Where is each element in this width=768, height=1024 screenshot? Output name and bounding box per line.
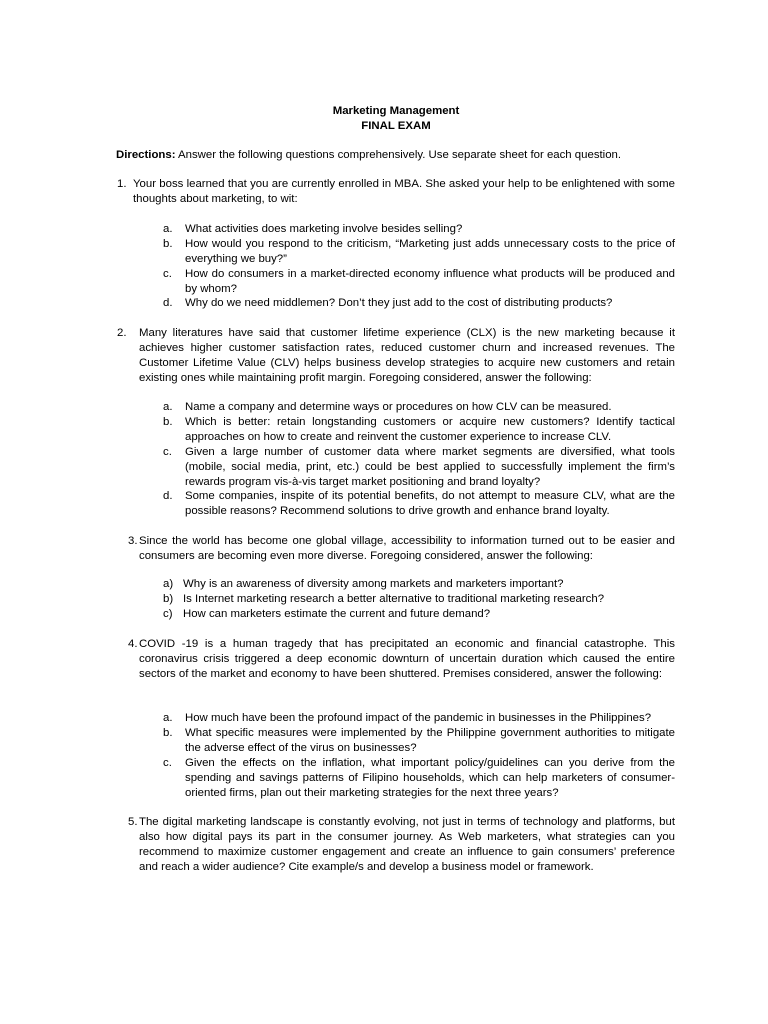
q3-item-c-label: c): [163, 608, 173, 620]
question-5-number: 5.: [128, 816, 138, 828]
q1-item-a-text: What activities does marketing involve besides selling?: [185, 223, 463, 235]
question-4-number: 4.: [128, 638, 138, 650]
q2-item-a-label: a.: [163, 401, 173, 413]
q1-item-d-label: d.: [163, 297, 173, 309]
q2-item-b-label: b.: [163, 416, 173, 428]
q4-item-b-label: b.: [163, 727, 173, 739]
q1-item-b-text: How would you respond to the criticism, “Marketing just adds unnecessary costs to the price of everything we buy?”: [185, 238, 675, 265]
q3-item-b-label: b): [163, 593, 174, 605]
q1-item-c-label: c.: [163, 268, 172, 280]
directions-text: Answer the following questions comprehensively. Use separate sheet for each question.: [175, 149, 622, 161]
question-2-text: Many literatures have said that customer lifetime experience (CLX) is the new marketing because it achieves higher customer satisfaction rates, reduced customer churn and increased revenues. The Customer Lifetime Value (CLV) helps business develop strategies to acquire new customers and retain existing ones while maintaining profit margin. Foregoing considered, answer the following:: [139, 327, 675, 384]
question-5-text: The digital marketing landscape is constantly evolving, not just in terms of technology and platforms, but also how digital pays its part in the consumer journey. As Web marketers, what strategies can you recommend to maximize customer engagement and create an influence to gain consumers’ preference and reach a wider audience? Cite example/s and develop a business model or framework.: [139, 816, 675, 873]
directions-label: Directions:: [116, 149, 176, 161]
q2-item-c-text: Given a large number of customer data where market segments are diversified, what tools (mobile, social media, print, etc.) could be best applied to successfully implement the firm’s rewards program vis-à-vis target market positioning and brand loyalty?: [185, 446, 675, 488]
q3-item-a-label: a): [163, 578, 174, 590]
question-3-text-content: Since the world has become one global village, accessibility to information turned out to be easier and consumers are becoming even more diverse. Foregoing considered, answer the following:: [139, 535, 675, 562]
q3-item-a-text: Why is an awareness of diversity among markets and marketers important?: [183, 578, 564, 590]
q2-item-d-text: Some companies, inspite of its potential benefits, do not attempt to measure CLV, what are the possible reasons? Recommend solutions to drive growth and enhance brand loyalty.: [185, 490, 675, 517]
q1-item-d-text: Why do we need middlemen? Don’t they just add to the cost of distributing products?: [185, 297, 613, 309]
q4-item-b-text: What specific measures were implemented by the Philippine government authorities to mitigate the adverse effect of the virus on businesses?: [185, 727, 675, 754]
q2-item-d-label: d.: [163, 490, 173, 502]
q2-item-b-text: Which is better: retain longstanding customers or acquire new customers? Identify tactical approaches on how to create and reinvent the customer experience to increase CLV.: [185, 416, 675, 443]
q4-item-a-text: How much have been the profound impact of the pandemic in businesses in the Philippines?: [185, 712, 652, 724]
q2-item-c-label: c.: [163, 446, 172, 458]
q1-item-c-text: How do consumers in a market-directed economy influence what products will be produced and by whom?: [185, 268, 675, 295]
q3-item-b-text: Is Internet marketing research a better alternative to traditional marketing research?: [183, 593, 605, 605]
q1-item-b-label: b.: [163, 238, 173, 250]
directions: [116, 148, 621, 163]
q4-item-c-text: Given the effects on the inflation, what important policy/guidelines can you derive from the spending and savings patterns of Filipino households, which can help marketers of consumer-oriented firms, plan out their marketing strategies for the next three years?: [185, 757, 675, 799]
question-2-number: 2.: [117, 327, 127, 339]
question-3-text: [139, 534, 675, 564]
question-1-number: 1.: [117, 178, 127, 190]
question-1-text: Your boss learned that you are currently enrolled in MBA. She asked your help to be enlightened with some thoughts about marketing, to wit:: [133, 178, 675, 205]
document-subtitle: FINAL EXAM: [361, 120, 431, 132]
question-3-number: 3.: [128, 535, 138, 547]
document-title: Marketing Management: [332, 105, 460, 117]
q1-item-a-label: a.: [163, 223, 173, 235]
q3-item-c-text: How can marketers estimate the current and future demand?: [183, 608, 491, 620]
question-4-text: COVID -19 is a human tragedy that has precipitated an economic and financial catastrophe. This coronavirus crisis triggered a deep economic downturn of uncertain duration which caused the entire sectors of the market and economy to have been shuttered. Premises considered, answer the following:: [139, 638, 675, 680]
q4-item-a-label: a.: [163, 712, 173, 724]
q2-item-a-text: Name a company and determine ways or procedures on how CLV can be measured.: [185, 401, 612, 413]
q4-item-c-label: c.: [163, 757, 172, 769]
